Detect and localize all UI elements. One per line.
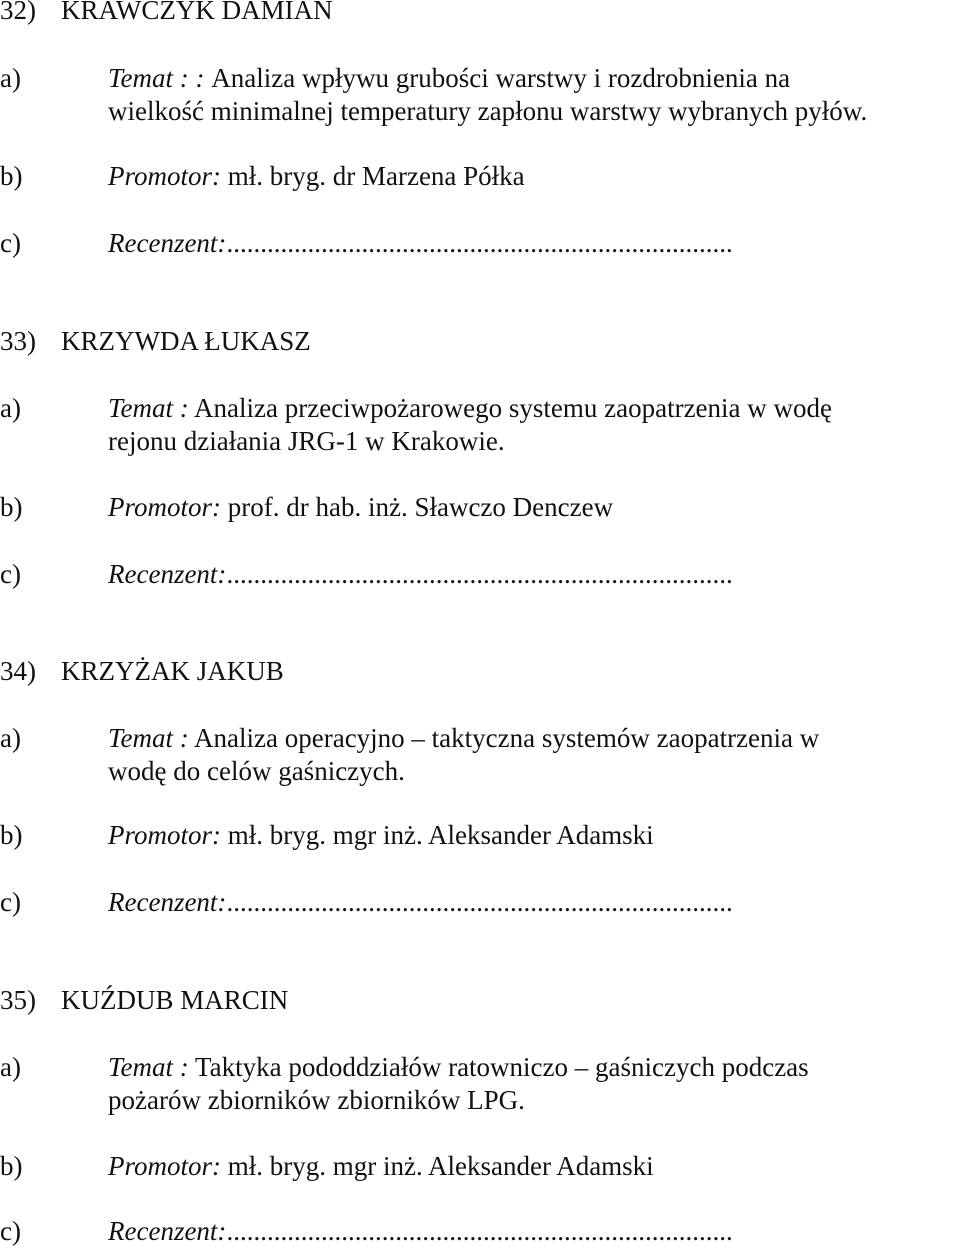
temat-text: Analiza wpływu grubości warstwy i rozdrobnienia na bbox=[211, 63, 791, 93]
item-letter: b) bbox=[0, 820, 23, 850]
recenzent-body bbox=[108, 1215, 958, 1248]
promotor-text: mł. bryg. dr Marzena Półka bbox=[227, 161, 525, 191]
recenzent-dots: ........................................................................... bbox=[226, 228, 733, 258]
item-letter: a) bbox=[0, 1052, 21, 1082]
student-heading bbox=[0, 325, 311, 358]
promotor-label: Promotor: bbox=[108, 161, 221, 191]
promotor-label: Promotor: bbox=[108, 820, 221, 850]
temat-body bbox=[108, 392, 958, 458]
recenzent-label: Recenzent: bbox=[108, 228, 227, 258]
recenzent-label: Recenzent: bbox=[108, 559, 227, 589]
item-letter: b) bbox=[0, 1151, 23, 1181]
temat-body bbox=[108, 1051, 958, 1117]
temat-text: Taktyka pododdziałów ratowniczo – gaśniczych podczas bbox=[195, 1052, 809, 1082]
student-name: KRZYWDA ŁUKASZ bbox=[61, 326, 311, 356]
promotor-body bbox=[108, 160, 958, 193]
entry-number: 34) bbox=[0, 656, 36, 686]
entry-number: 35) bbox=[0, 985, 36, 1015]
temat-body bbox=[108, 722, 958, 788]
promotor-label: Promotor: bbox=[108, 1151, 221, 1181]
promotor-text: prof. dr hab. inż. Sławczo Denczew bbox=[227, 492, 614, 522]
item-letter: b) bbox=[0, 161, 23, 191]
temat-body bbox=[108, 62, 958, 128]
temat-text: Analiza przeciwpożarowego systemu zaopatrzenia w wodę bbox=[194, 393, 832, 423]
recenzent-body bbox=[108, 227, 958, 260]
item-letter: c) bbox=[0, 887, 21, 917]
student-name: KUŹDUB MARCIN bbox=[61, 985, 289, 1015]
item-letter: a) bbox=[0, 723, 21, 753]
promotor-label: Promotor: bbox=[108, 492, 221, 522]
student-name: KRAWCZYK DAMIAN bbox=[61, 0, 333, 25]
student-heading bbox=[0, 984, 288, 1017]
item-letter: b) bbox=[0, 492, 23, 522]
temat-text-line2: rejonu działania JRG-1 w Krakowie. bbox=[108, 426, 505, 456]
promotor-body bbox=[108, 491, 958, 524]
recenzent-dots: ........................................................................... bbox=[226, 559, 733, 589]
promotor-body bbox=[108, 1150, 958, 1183]
item-letter: a) bbox=[0, 393, 21, 423]
item-letter: c) bbox=[0, 228, 21, 258]
temat-extra-colon: : bbox=[188, 63, 212, 93]
entry-number: 32) bbox=[0, 0, 36, 25]
recenzent-label: Recenzent: bbox=[108, 1216, 227, 1246]
student-heading bbox=[0, 0, 333, 27]
temat-text-line2: wodę do celów gaśniczych. bbox=[108, 756, 405, 786]
temat-label: Temat : bbox=[108, 723, 189, 753]
promotor-body bbox=[108, 819, 958, 852]
recenzent-body bbox=[108, 886, 958, 919]
entry-number: 33) bbox=[0, 326, 36, 356]
promotor-text: mł. bryg. mgr inż. Aleksander Adamski bbox=[227, 820, 654, 850]
item-letter: c) bbox=[0, 559, 21, 589]
temat-text-line2: wielkość minimalnej temperatury zapłonu warstwy wybranych pyłów. bbox=[108, 96, 868, 126]
recenzent-dots: ........................................................................... bbox=[226, 1216, 733, 1246]
recenzent-body bbox=[108, 558, 958, 591]
student-name: KRZYŻAK JAKUB bbox=[61, 656, 284, 686]
promotor-text: mł. bryg. mgr inż. Aleksander Adamski bbox=[227, 1151, 654, 1181]
recenzent-dots: ........................................................................... bbox=[226, 887, 733, 917]
item-letter: a) bbox=[0, 63, 21, 93]
temat-label: Temat : bbox=[108, 63, 189, 93]
temat-label: Temat : bbox=[108, 1052, 189, 1082]
temat-text-line2: pożarów zbiorników zbiorników LPG. bbox=[108, 1085, 525, 1115]
student-heading bbox=[0, 655, 284, 688]
recenzent-label: Recenzent: bbox=[108, 887, 227, 917]
temat-label: Temat : bbox=[108, 393, 189, 423]
temat-text: Analiza operacyjno – taktyczna systemów zaopatrzenia w bbox=[194, 723, 820, 753]
item-letter: c) bbox=[0, 1216, 21, 1246]
